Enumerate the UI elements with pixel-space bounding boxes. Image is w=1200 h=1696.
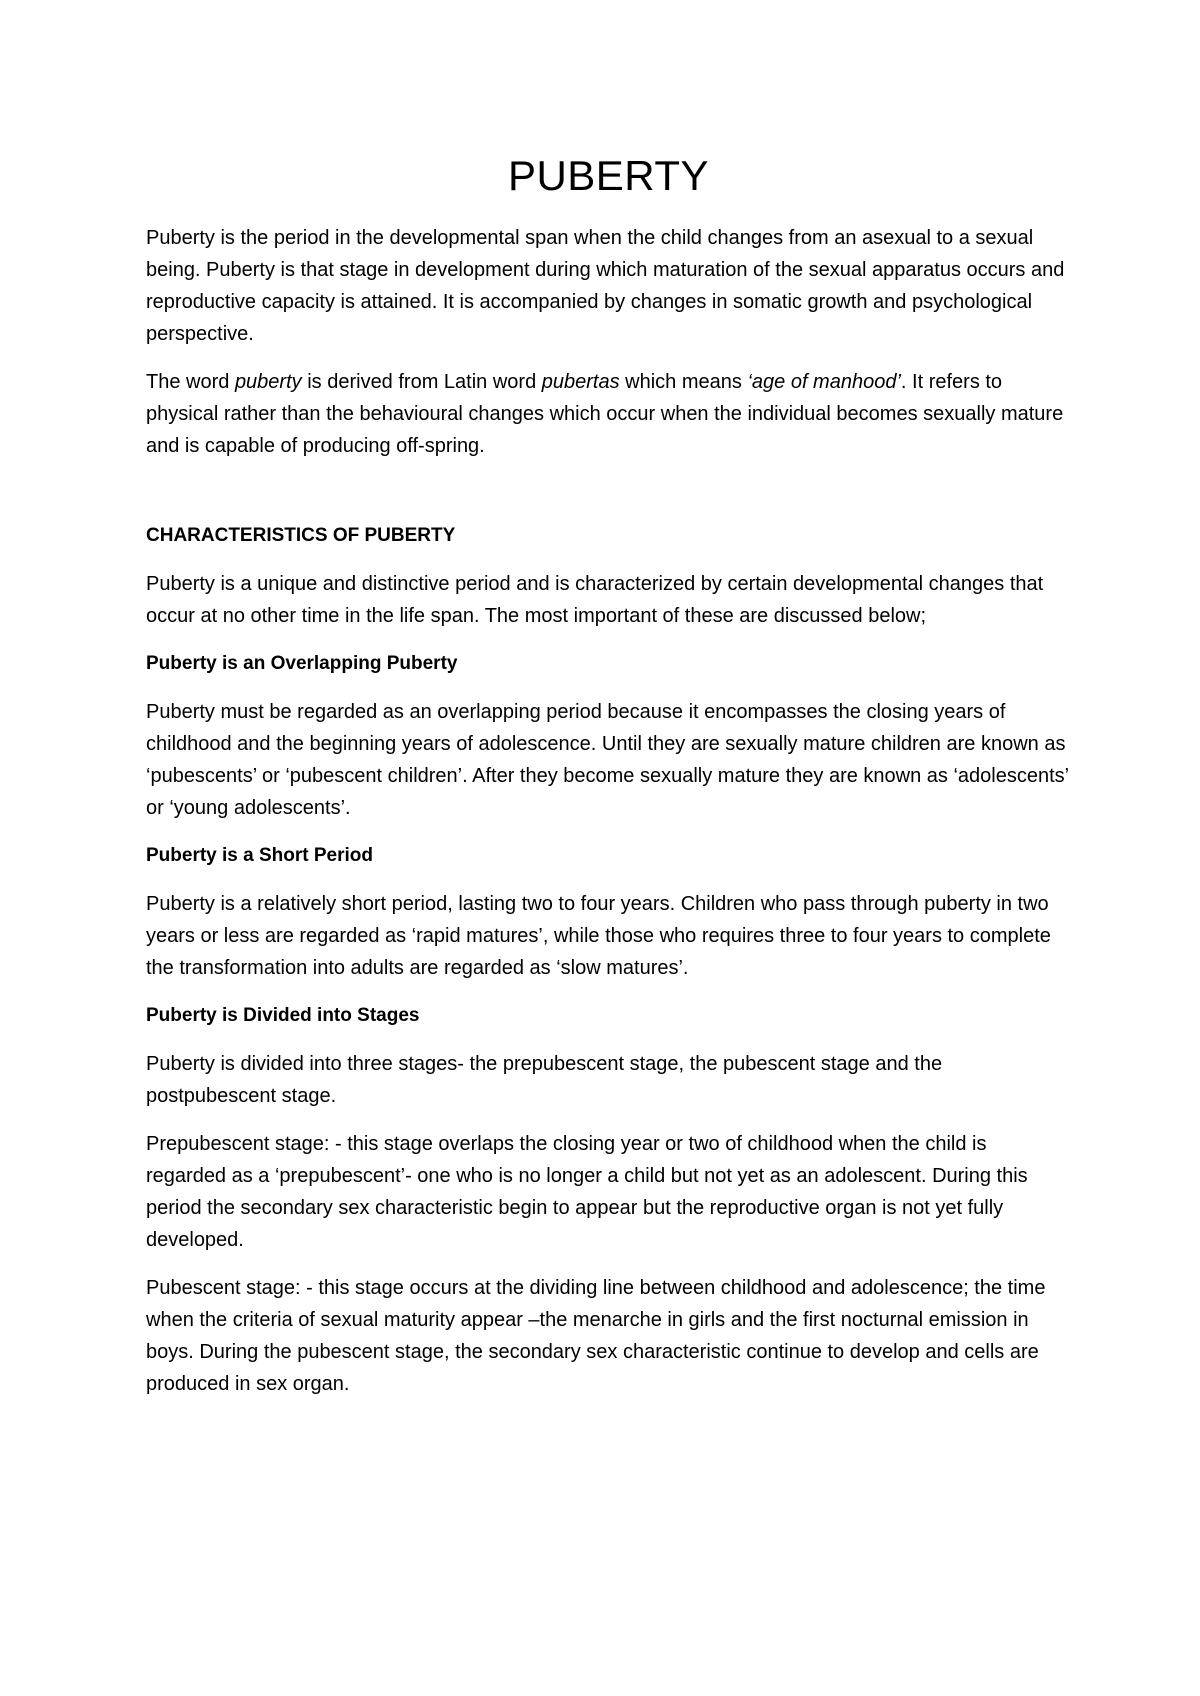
stages-paragraph: Puberty is divided into three stages- the prepubescent stage, the pubescent stage and the postpubescent stage. — [146, 1053, 943, 1107]
stages-heading: Puberty is Divided into Stages — [146, 1005, 420, 1026]
intro-p2-italic-puberty: puberty — [234, 371, 302, 393]
characteristics-heading: CHARACTERISTICS OF PUBERTY — [146, 525, 456, 546]
intro-p2-text-3: which means — [619, 371, 748, 393]
prepubescent-paragraph: Prepubescent stage: - this stage overlaps the closing year or two of childhood when the child is regarded as a ‘prepubescent’- one who is no longer a child but not yet as an adolescent. During this period the secondary sex characteristic begin to appear but the reproductive organ is not yet fully developed. — [146, 1133, 1028, 1251]
overlapping-paragraph: Puberty must be regarded as an overlapping period because it encompasses the closing years of childhood and the beginning years of adolescence. Until they are sexually mature children are known as ‘pubescents’ or ‘pubescent children’. After they become sexually mature they are known as ‘adolescents’ or ‘young adolescents’. — [146, 701, 1069, 819]
intro-p2-italic-age-of-manhood: ‘age of manhood’ — [747, 371, 901, 393]
characteristics-intro: Puberty is a unique and distinctive period and is characterized by certain developmental changes that occur at no other time in the life span. The most important of these are discussed below; — [146, 573, 1044, 627]
short-period-paragraph: Puberty is a relatively short period, lasting two to four years. Children who pass through puberty in two years or less are regarded as ‘rapid matures’, while those who requires three to four years to complete the transformation into adults are regarded as ‘slow matures’. — [146, 893, 1051, 979]
document-title: PUBERTY — [507, 152, 710, 199]
pubescent-paragraph: Pubescent stage: - this stage occurs at the dividing line between childhood and adolescence; the time when the criteria of sexual maturity appear –the menarche in girls and the first nocturnal emission in boys. During the pubescent stage, the secondary sex characteristic continue to develop and cells are produced in sex organ. — [146, 1277, 1046, 1395]
overlapping-heading: Puberty is an Overlapping Puberty — [146, 653, 458, 674]
document-page — [146, 148, 1071, 1416]
short-period-heading: Puberty is a Short Period — [146, 845, 373, 866]
section-spacer — [146, 478, 1071, 520]
intro-paragraph-1: Puberty is the period in the developmental span when the child changes from an asexual to a sexual being. Puberty is that stage in development during which maturation of the sexual apparatus occurs and reproductive capacity is attained. It is accompanied by changes in somatic growth and psychological perspective. — [146, 227, 1065, 345]
intro-p2-text-1: The word — [146, 371, 235, 393]
intro-p2-italic-pubertas: pubertas — [541, 371, 620, 393]
intro-paragraph-2 — [146, 366, 1071, 462]
intro-p2-text-2: is derived from Latin word — [301, 371, 542, 393]
intro-p2-text-4: . It refers to physical rather than the behavioural changes which occur when the individual becomes sexually mature and is capable of producing off-spring. — [146, 371, 1064, 457]
